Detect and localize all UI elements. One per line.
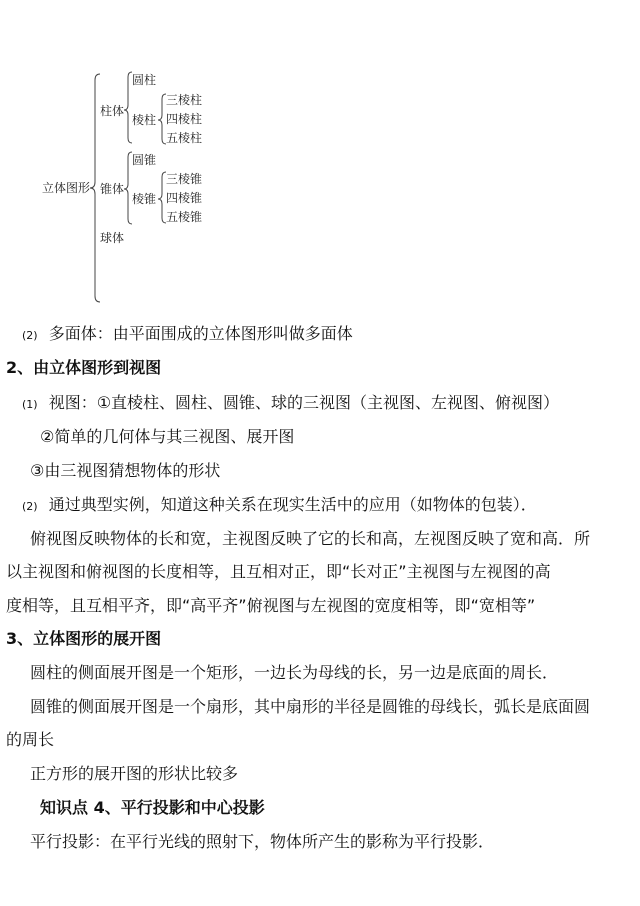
tree-pyr-tri-label: 三棱锥 [166, 172, 203, 186]
item-number: (2) [22, 329, 38, 342]
tree-prism-penta-label: 五棱柱 [166, 131, 203, 145]
paragraph-line: 圆柱的侧面展开图是一个矩形，一边长为母线的长，另一边是底面的周长． [30, 663, 559, 682]
paragraph-line: 圆锥的侧面展开图是一个扇形，其中扇形的半径是圆锥的母线长，弧长是底面圆 [30, 697, 591, 716]
tree-sphere-label: 球体 [100, 231, 125, 245]
item-text: 通过典型实例，知道这种关系在现实生活中的应用（如物体的包装）． [48, 495, 537, 514]
tree-pyr-penta-label: 五棱锥 [166, 210, 203, 224]
cone-group-brace [124, 152, 132, 224]
root-brace [90, 74, 100, 302]
item-number: (2) [22, 500, 38, 513]
prism-brace [158, 94, 166, 144]
classification-tree-braces [0, 0, 640, 320]
tree-cone-label: 圆锥 [132, 153, 157, 167]
knowledge-point-heading: 知识点 4、平行投影和中心投影 [40, 798, 265, 817]
tree-pillar-label: 柱体 [100, 104, 125, 118]
tree-prism-tri-label: 三棱柱 [166, 93, 203, 107]
item-text: 视图：①直棱柱、圆柱、圆锥、球的三视图（主视图、左视图、俯视图） [48, 393, 560, 412]
pyramid-brace [158, 172, 166, 223]
section-heading-3: 3、立体图形的展开图 [6, 629, 162, 648]
item-simple-solids: ②简单的几何体与其三视图、展开图 [40, 427, 295, 446]
tree-cylinder-label: 圆柱 [132, 73, 157, 87]
paragraph-line: 正方形的展开图的形状比较多 [30, 764, 239, 783]
tree-root-label: 立体图形 [42, 181, 91, 195]
paragraph-line: 的周长 [6, 730, 55, 749]
paragraph-line: 以主视图和俯视图的长度相等，且互相对正，即“长对正”主视图与左视图的高 [6, 562, 551, 581]
paragraph-line: 度相等，且互相平齐，即“高平齐”俯视图与左视图的宽度相等，即“宽相等” [6, 596, 536, 615]
item-applications [22, 494, 537, 518]
paragraph-line: 平行投影：在平行光线的照射下，物体所产生的影称为平行投影． [30, 832, 495, 851]
item-polyhedron [22, 323, 353, 347]
item-views [22, 392, 559, 416]
item-guess-shape: ③由三视图猜想物体的形状 [30, 461, 221, 480]
tree-prism-quad-label: 四棱柱 [166, 112, 203, 126]
tree-pyramid-label: 棱锥 [132, 192, 157, 206]
item-text: 多面体：由平面围成的立体图形叫做多面体 [48, 324, 353, 343]
paragraph-line: 俯视图反映物体的长和宽，主视图反映了它的长和高，左视图反映了宽和高．所 [30, 529, 591, 548]
section-heading-2: 2、由立体图形到视图 [6, 358, 162, 377]
tree-prism-label: 棱柱 [132, 113, 157, 127]
tree-pyr-quad-label: 四棱锥 [166, 191, 203, 205]
pillar-brace [124, 72, 132, 143]
tree-cone-group-label: 锥体 [100, 182, 125, 196]
item-number: (1) [22, 398, 38, 411]
